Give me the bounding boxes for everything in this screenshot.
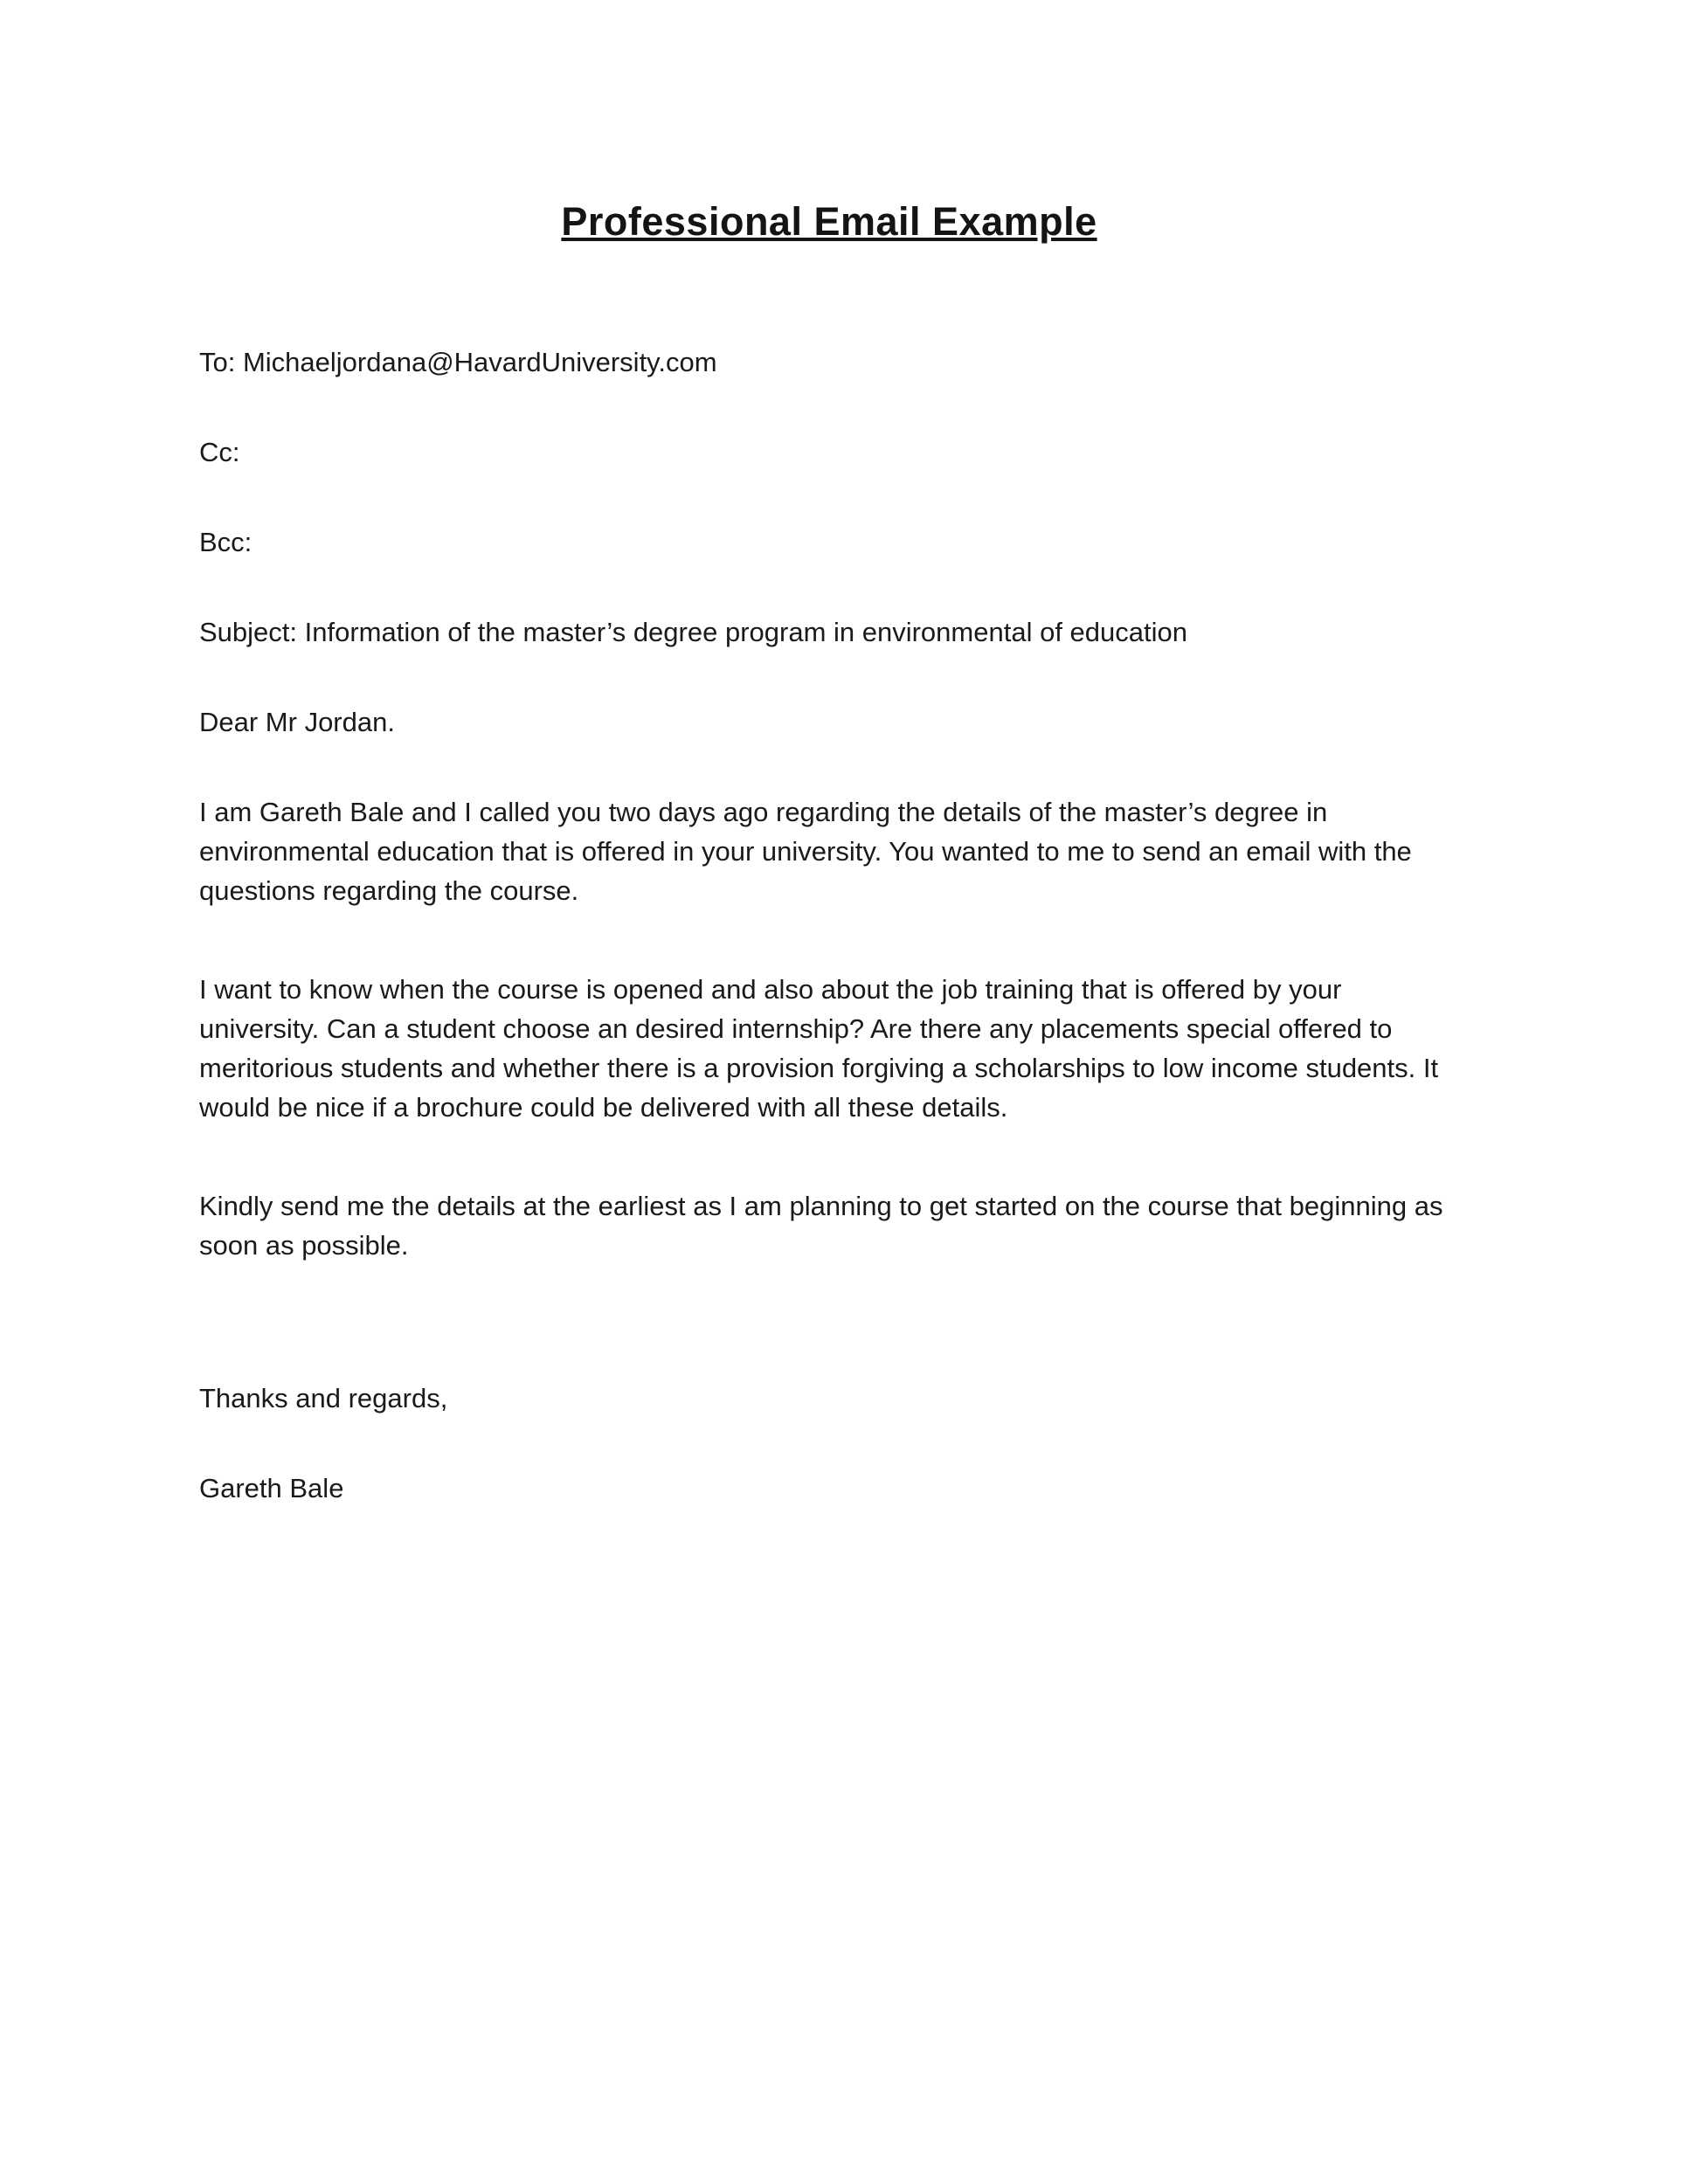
- salutation: Dear Mr Jordan.: [199, 707, 395, 737]
- cc-field: Cc:: [199, 437, 240, 467]
- to-field: To: Michaeljordana@HavardUniversity.com: [199, 347, 717, 377]
- body-paragraph-3: Kindly send me the details at the earliest as I am planning to get started on the course that beginning as soon as possible.: [199, 1191, 1443, 1261]
- subject-field: Subject: Information of the master’s degree program in environmental of education: [199, 617, 1187, 647]
- body-paragraph-1: I am Gareth Bale and I called you two days ago regarding the details of the master’s degree in environmental education that is offered in your university. You wanted to me to send an email with the questions regarding the course.: [199, 797, 1412, 906]
- closing: Thanks and regards,: [199, 1383, 448, 1413]
- bcc-field: Bcc:: [199, 527, 253, 557]
- document-title: Professional Email Example: [561, 199, 1097, 244]
- signature: Gareth Bale: [199, 1473, 344, 1503]
- body-paragraph-2: I want to know when the course is opened and also about the job training that is offered by your university. Can a student choose an desired internship? Are there any placements special offered to meritorious students and whether there is a provision forgiving a scholarships to low income students. It would be nice if a brochure could be delivered with all these details.: [199, 974, 1439, 1123]
